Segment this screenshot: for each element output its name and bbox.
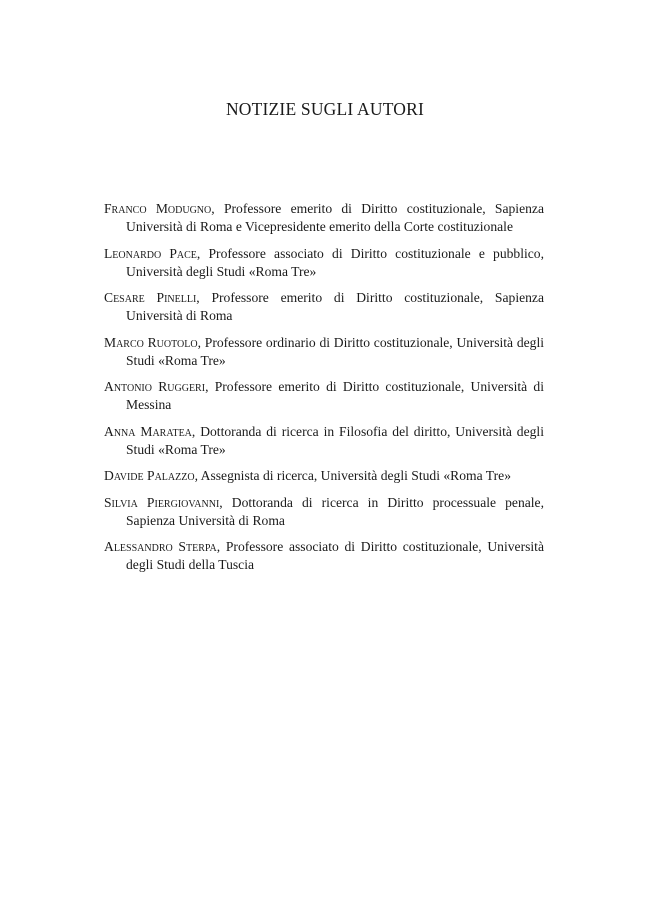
author-description: , Assegnista di ricerca, Università degli Studi «Roma Tre» — [194, 468, 511, 483]
author-entry — [104, 423, 544, 459]
author-description: , Dottoranda di ricerca in Diritto processuale penale, Sapienza Università di Roma — [126, 494, 544, 528]
author-description: , Professore emerito di Diritto costituzionale, Sapienza Università di Roma e Vicepresidente emerito della Corte costituzionale — [126, 201, 544, 234]
author-name: Leonardo Pace — [104, 245, 197, 261]
author-name: Marco Ruotolo — [104, 334, 198, 350]
author-entry — [104, 378, 544, 414]
author-entry — [104, 467, 544, 485]
author-description: , Professore emerito di Diritto costituzionale, Sapienza Università di Roma — [126, 290, 544, 323]
author-entry — [104, 200, 544, 236]
author-entry — [104, 245, 544, 281]
author-entry — [104, 538, 544, 574]
author-entry — [104, 494, 544, 530]
author-entry — [104, 289, 544, 325]
author-name: Anna Maratea — [104, 423, 192, 439]
author-name: Silvia Piergiovanni — [104, 494, 220, 510]
author-name: Franco Modugno — [104, 201, 212, 216]
author-description: , Dottoranda di ricerca in Filosofia del diritto, Università degli Studi «Roma Tre» — [126, 423, 544, 457]
author-name: Alessandro Sterpa — [104, 539, 217, 554]
page-title: NOTIZIE SUGLI AUTORI — [225, 99, 425, 119]
author-list — [104, 200, 544, 583]
author-name: Cesare Pinelli — [104, 290, 197, 305]
author-description: , Professore emerito di Diritto costituzionale, Università di Messina — [126, 379, 544, 412]
author-description: , Professore associato di Diritto costituzionale, Università degli Studi della Tuscia — [126, 539, 544, 572]
author-name: Davide Palazzo — [104, 468, 195, 483]
author-description: , Professore ordinario di Diritto costituzionale, Università degli Studi «Roma Tre» — [126, 334, 545, 368]
author-description: , Professore associato di Diritto costituzionale e pubblico, Università degli Studi «Roma Tre» — [126, 245, 544, 279]
author-entry — [104, 334, 544, 370]
author-name: Antonio Ruggeri — [104, 379, 206, 394]
